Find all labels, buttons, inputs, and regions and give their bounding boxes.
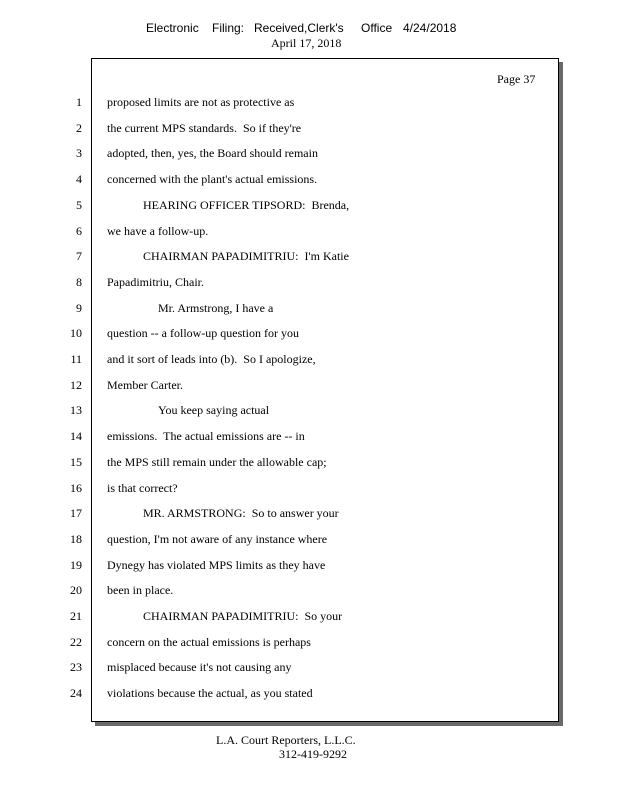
transcript-line (0, 326, 618, 342)
line-text: the MPS still remain under the allowable cap; (107, 455, 327, 469)
line-text: concerned with the plant's actual emissions. (107, 172, 318, 186)
transcript-line (0, 95, 618, 111)
line-number: 19 (70, 558, 82, 572)
line-text: Dynegy has violated MPS limits as they have (107, 558, 326, 572)
line-number: 24 (70, 686, 82, 700)
page-number: Page 37 (497, 72, 536, 86)
line-text: proposed limits are not as protective as (107, 95, 295, 109)
line-text: emissions. The actual emissions are -- in (107, 429, 305, 443)
line-number: 3 (76, 146, 82, 160)
line-number: 1 (76, 95, 82, 109)
transcript-line (0, 301, 618, 317)
line-number: 8 (76, 275, 82, 289)
transcript-line (0, 378, 618, 394)
line-number: 10 (70, 326, 82, 340)
footer-company: L.A. Court Reporters, L.L.C. (216, 733, 356, 747)
transcript-line (0, 481, 618, 497)
line-text: HEARING OFFICER TIPSORD: Brenda, (143, 198, 350, 212)
transcript-line (0, 583, 618, 599)
footer-phone: 312-419-9292 (279, 747, 347, 761)
transcript-line (0, 635, 618, 651)
line-text: misplaced because it's not causing any (107, 660, 292, 674)
line-text: Papadimitriu, Chair. (107, 275, 204, 289)
transcript-line (0, 558, 618, 574)
line-text: Member Carter. (107, 378, 183, 392)
line-number: 6 (76, 224, 82, 238)
line-text: question -- a follow-up question for you (107, 326, 299, 340)
line-text: CHAIRMAN PAPADIMITRIU: I'm Katie (143, 249, 349, 263)
line-text: we have a follow-up. (107, 224, 209, 238)
line-text: is that correct? (107, 481, 178, 495)
transcript-line (0, 172, 618, 188)
line-number: 22 (70, 635, 82, 649)
line-text: violations because the actual, as you stated (107, 686, 313, 700)
line-number: 13 (70, 403, 82, 417)
filing-stamp-date: 4/24/2018 (403, 21, 457, 35)
transcript-line (0, 198, 618, 214)
transcript-line (0, 224, 618, 240)
line-number: 9 (76, 301, 82, 315)
transcript-line (0, 660, 618, 676)
line-text: question, I'm not aware of any instance where (107, 532, 328, 546)
transcript-line (0, 506, 618, 522)
hearing-date: April 17, 2018 (271, 36, 342, 50)
line-number: 14 (70, 429, 82, 443)
transcript-line (0, 455, 618, 471)
transcript-line (0, 352, 618, 368)
transcript-line (0, 121, 618, 137)
line-number: 23 (70, 660, 82, 674)
filing-stamp-filing: Filing: (212, 21, 245, 35)
transcript-line (0, 686, 618, 702)
line-text: CHAIRMAN PAPADIMITRIU: So your (143, 609, 343, 623)
transcript-line (0, 429, 618, 445)
filing-stamp-office: Office (361, 21, 393, 35)
line-text: the current MPS standards. So if they're (107, 121, 302, 135)
transcript-line (0, 146, 618, 162)
line-number: 21 (70, 609, 82, 623)
line-number: 16 (70, 481, 82, 495)
line-number: 11 (70, 352, 82, 366)
line-text: and it sort of leads into (b). So I apologize, (107, 352, 316, 366)
line-number: 20 (70, 583, 82, 597)
filing-stamp-received-clerk: Received,Clerk's (254, 21, 344, 35)
transcript-line (0, 403, 618, 419)
line-number: 15 (70, 455, 82, 469)
line-text: You keep saying actual (158, 403, 270, 417)
line-number: 7 (76, 249, 82, 263)
transcript-line (0, 532, 618, 548)
transcript-line (0, 249, 618, 265)
line-number: 5 (76, 198, 82, 212)
electronic-filing-stamp (0, 21, 618, 35)
line-number: 12 (70, 378, 82, 392)
filing-stamp-electronic: Electronic (146, 21, 199, 35)
transcript-line (0, 275, 618, 291)
line-text: MR. ARMSTRONG: So to answer your (143, 506, 339, 520)
line-text: Mr. Armstrong, I have a (158, 301, 274, 315)
transcript-line (0, 609, 618, 625)
line-text: adopted, then, yes, the Board should remain (107, 146, 318, 160)
line-number: 17 (70, 506, 82, 520)
line-number: 2 (76, 121, 82, 135)
line-number: 4 (76, 172, 82, 186)
line-number: 18 (70, 532, 82, 546)
line-text: been in place. (107, 583, 174, 597)
line-text: concern on the actual emissions is perhaps (107, 635, 311, 649)
